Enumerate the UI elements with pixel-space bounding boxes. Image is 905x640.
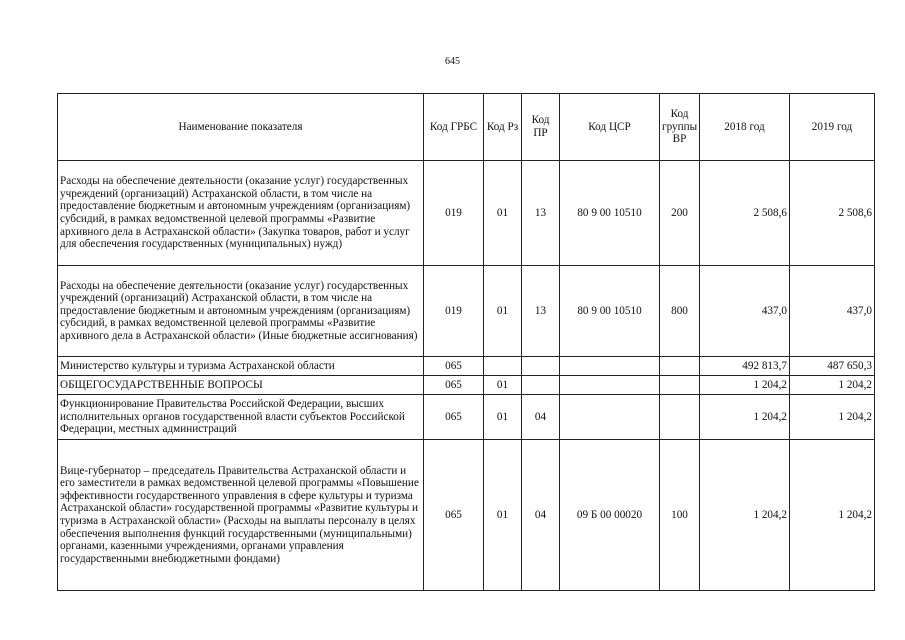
row-2018: 1 204,2 [700,440,790,591]
header-name: Наименование показателя [58,94,424,161]
row-vr [660,395,700,440]
row-csr [560,395,660,440]
row-rz: 01 [484,376,522,395]
row-pr [522,357,560,376]
row-2019: 437,0 [790,266,875,357]
row-2018: 1 204,2 [700,376,790,395]
row-csr: 09 Б 00 00020 [560,440,660,591]
row-name: Расходы на обеспечение деятельности (оказание услуг) государственных учреждений (организаций) Астраханской области, в том числе на предоставление бюджетным и автономным учреждениям (организациям) субсидий, в рамках ведомственной целевой программы «Развитие архивного дела в Астраханской области» (Иные бюджетные ассигнования) [58,266,424,357]
row-csr [560,376,660,395]
row-rz: 01 [484,395,522,440]
row-pr: 04 [522,395,560,440]
row-grbs: 019 [424,161,484,266]
header-2018: 2018 год [700,94,790,161]
row-pr: 04 [522,440,560,591]
row-pr: 13 [522,161,560,266]
row-rz [484,357,522,376]
row-grbs: 065 [424,357,484,376]
table-header-row [58,94,875,161]
table-row [58,161,875,266]
row-vr: 800 [660,266,700,357]
row-2018: 492 813,7 [700,357,790,376]
table-row [58,395,875,440]
header-rz: Код Рз [484,94,522,161]
row-2019: 1 204,2 [790,395,875,440]
row-grbs: 065 [424,376,484,395]
row-rz: 01 [484,440,522,591]
row-2018: 2 508,6 [700,161,790,266]
table-row [58,440,875,591]
header-2019: 2019 год [790,94,875,161]
row-name: Министерство культуры и туризма Астраханской области [58,357,424,376]
row-csr: 80 9 00 10510 [560,266,660,357]
row-name: Функционирование Правительства Российской Федерации, высших исполнительных органов государственной власти субъектов Российской Федерации, местных администраций [58,395,424,440]
row-rz: 01 [484,266,522,357]
row-2019: 487 650,3 [790,357,875,376]
header-pr: Код ПР [522,94,560,161]
row-2019: 1 204,2 [790,376,875,395]
row-pr: 13 [522,266,560,357]
header-grbs: Код ГРБС [424,94,484,161]
row-grbs: 065 [424,395,484,440]
header-vr: Код группы ВР [660,94,700,161]
header-csr: Код ЦСР [560,94,660,161]
table-row [58,376,875,395]
row-vr: 200 [660,161,700,266]
row-vr: 100 [660,440,700,591]
row-csr: 80 9 00 10510 [560,161,660,266]
row-vr [660,357,700,376]
row-2019: 1 204,2 [790,440,875,591]
row-grbs: 019 [424,266,484,357]
row-2019: 2 508,6 [790,161,875,266]
row-2018: 437,0 [700,266,790,357]
page-number: 645 [445,56,460,67]
budget-table [57,93,875,591]
table-row [58,357,875,376]
row-csr [560,357,660,376]
row-name: ОБЩЕГОСУДАРСТВЕННЫЕ ВОПРОСЫ [58,376,424,395]
row-name: Вице-губернатор – председатель Правительства Астраханской области и его заместители в рамках ведомственной целевой программы «Повышение эффективности государственного управления в сфере культуры и туризма Астраханской области» государственной программы «Развитие культуры и туризма в Астраханской области» (Расходы на выплаты персоналу в целях обеспечения выполнения функций государственными (муниципальными) органами, казенными учреждениями, органами управления государственными внебюджетными фондами) [58,440,424,591]
row-2018: 1 204,2 [700,395,790,440]
row-grbs: 065 [424,440,484,591]
row-pr [522,376,560,395]
row-vr [660,376,700,395]
table-row [58,266,875,357]
row-name: Расходы на обеспечение деятельности (оказание услуг) государственных учреждений (организаций) Астраханской области, в том числе на предоставление бюджетным и автономным учреждениям (организациям) субсидий, в рамках ведомственной целевой программы «Развитие архивного дела в Астраханской области» (Закупка товаров, работ и услуг для обеспечения государственных (муниципальных) нужд) [58,161,424,266]
row-rz: 01 [484,161,522,266]
